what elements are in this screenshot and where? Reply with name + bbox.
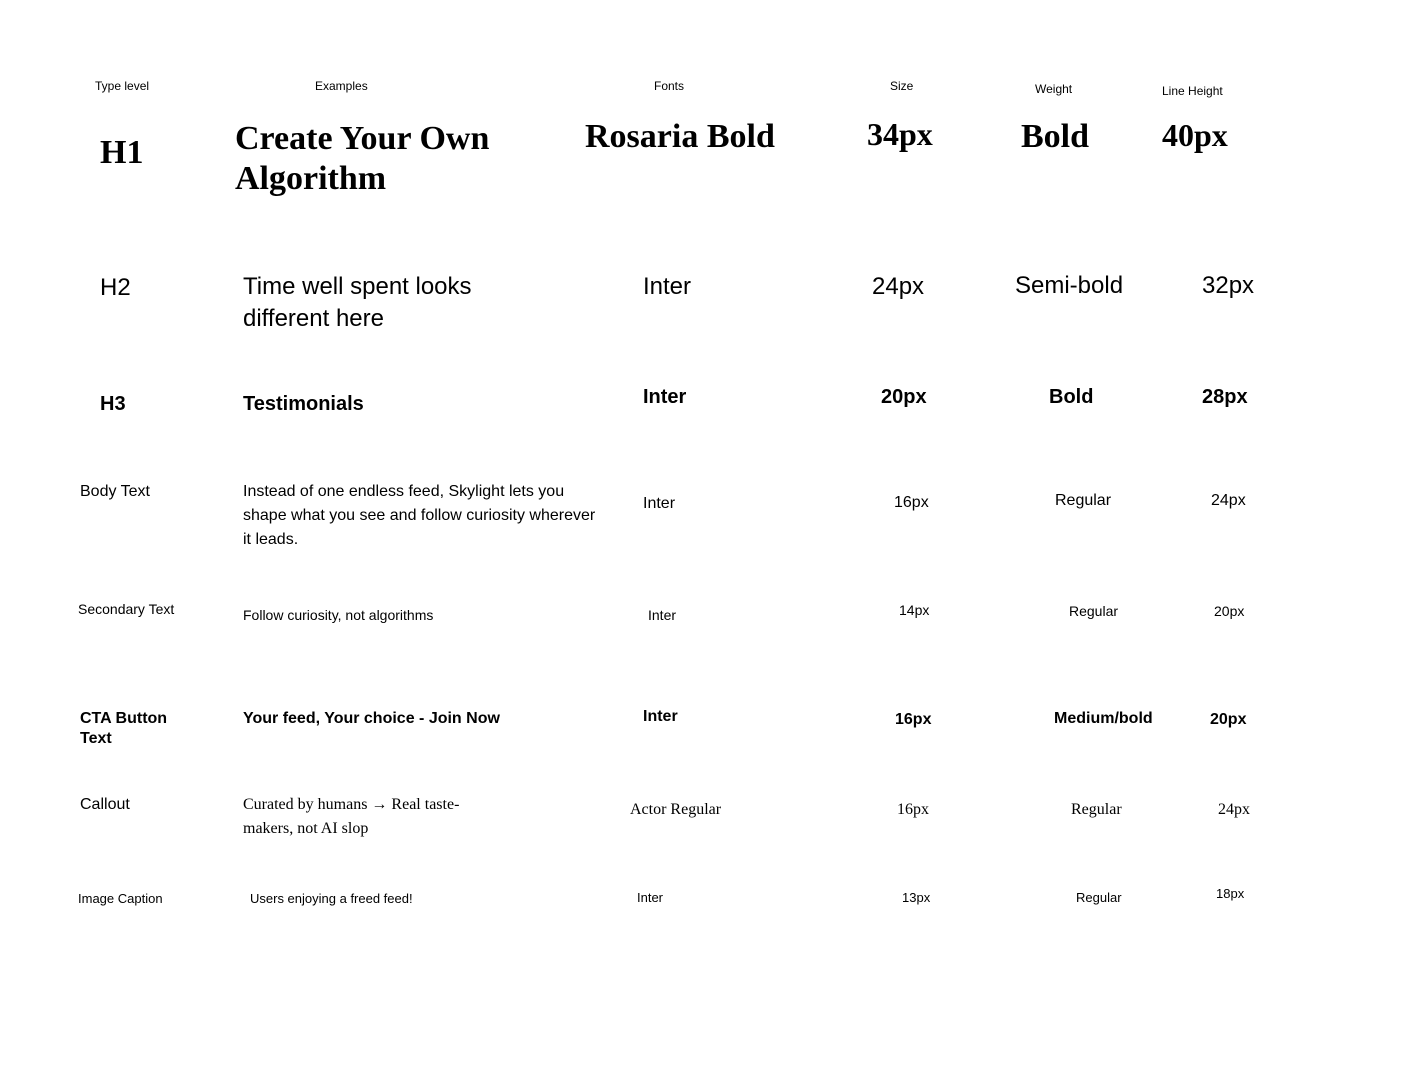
callout-level-label: Callout [80, 796, 130, 813]
body-size: 16px [894, 494, 929, 511]
secondary-line-height: 20px [1214, 603, 1245, 619]
secondary-example: Follow curiosity, not algorithms [243, 607, 434, 623]
secondary-size: 14px [899, 602, 930, 618]
h3-level-label: H3 [100, 393, 126, 415]
header-weight: Weight [1035, 82, 1073, 96]
caption-line-height: 18px [1216, 886, 1245, 901]
secondary-font: Inter [648, 607, 677, 623]
h2-example: Time well spent looks different here [243, 273, 472, 332]
body-line-height: 24px [1211, 492, 1246, 509]
h3-weight: Bold [1049, 386, 1094, 408]
h1-size: 34px [867, 116, 933, 152]
h2-font: Inter [643, 273, 692, 300]
cta-example: Your feed, Your choice - Join Now [243, 710, 500, 727]
h2-size: 24px [872, 273, 925, 300]
h1-line-height: 40px [1162, 117, 1228, 153]
header-type-level: Type level [95, 79, 150, 93]
body-weight: Regular [1055, 492, 1112, 509]
h2-level-label: H2 [100, 274, 131, 301]
cta-weight: Medium/bold [1054, 710, 1153, 727]
h2-weight: Semi-bold [1015, 272, 1124, 299]
caption-weight: Regular [1076, 890, 1122, 905]
caption-font: Inter [637, 890, 664, 905]
cta-line-height: 20px [1210, 711, 1247, 728]
body-level-label: Body Text [80, 483, 150, 500]
h1-example: Create Your Own Algorithm [235, 120, 490, 197]
h1-font: Rosaria Bold [585, 118, 775, 155]
header-fonts: Fonts [654, 79, 685, 93]
callout-size: 16px [897, 801, 929, 818]
header-size: Size [890, 79, 914, 93]
body-font: Inter [643, 495, 676, 512]
caption-size: 13px [902, 890, 931, 905]
caption-example: Users enjoying a freed feed! [250, 891, 413, 906]
h3-font: Inter [643, 386, 687, 408]
cta-font: Inter [643, 708, 678, 725]
h1-level-label: H1 [100, 134, 144, 171]
h3-size: 20px [881, 386, 927, 408]
h1-weight: Bold [1021, 118, 1090, 155]
callout-weight: Regular [1071, 801, 1122, 818]
h3-example: Testimonials [243, 393, 364, 415]
secondary-weight: Regular [1069, 603, 1119, 619]
callout-line-height: 24px [1218, 801, 1250, 818]
h2-line-height: 32px [1202, 272, 1255, 299]
secondary-level-label: Secondary Text [78, 601, 175, 617]
h3-line-height: 28px [1202, 386, 1248, 408]
callout-example: Curated by humans → Real taste-makers, not AI slop [243, 796, 460, 837]
cta-level-label: CTA Button Text [80, 710, 168, 747]
caption-level-label: Image Caption [78, 891, 163, 906]
header-examples: Examples [315, 79, 368, 93]
body-example: Instead of one endless feed, Skylight lets you shape what you see and follow curiosity wherever it leads. [243, 483, 596, 548]
header-line-height: Line Height [1162, 84, 1223, 98]
cta-size: 16px [895, 711, 932, 728]
callout-font: Actor Regular [630, 801, 722, 818]
